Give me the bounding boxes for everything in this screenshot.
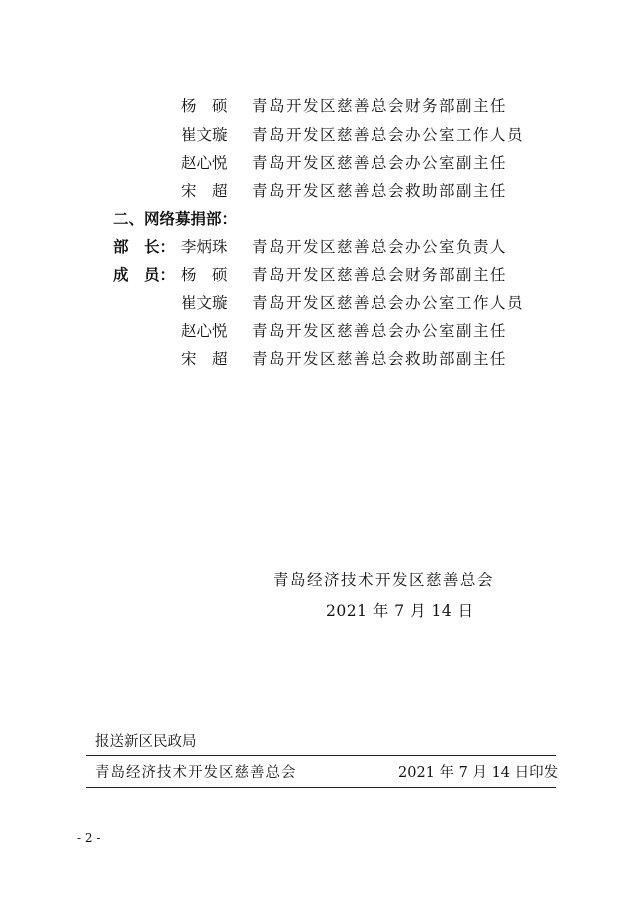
member-name: 杨 硕 — [181, 266, 228, 284]
member-name: 杨 硕 — [181, 97, 228, 115]
member-title: 青岛开发区慈善总会办公室副主任 — [252, 154, 508, 172]
member-name: 赵心悦 — [181, 322, 228, 340]
section-heading: 二、网络募捐部： — [113, 210, 238, 228]
issuer: 青岛经济技术开发区慈善总会 — [95, 765, 297, 781]
member-name: 崔文璇 — [181, 294, 228, 312]
signature-org: 青岛经济技术开发区慈善总会 — [273, 571, 495, 589]
signature-date: 2021 年 7 月 14 日 — [326, 602, 474, 620]
member-title: 青岛开发区慈善总会办公室工作人员 — [252, 126, 525, 144]
member-title: 青岛开发区慈善总会办公室工作人员 — [252, 294, 525, 312]
member-name: 赵心悦 — [181, 154, 228, 172]
member-title: 青岛开发区慈善总会财务部副主任 — [252, 266, 508, 284]
members-label: 成 员： — [113, 266, 176, 284]
head-name: 李炳珠 — [181, 238, 228, 256]
footer-rule-top — [86, 755, 556, 756]
member-name: 宋 超 — [181, 350, 228, 368]
member-title: 青岛开发区慈善总会救助部副主任 — [252, 350, 508, 368]
footer-rule-bottom — [86, 787, 556, 788]
page-number: - 2 - — [77, 831, 101, 845]
cc-line: 报送新区民政局 — [95, 734, 197, 750]
head-title: 青岛开发区慈善总会办公室负责人 — [252, 238, 508, 256]
issue-date: 2021 年 7 月 14 日印发 — [398, 765, 559, 781]
member-name: 崔文璇 — [181, 126, 228, 144]
member-name: 宋 超 — [181, 182, 228, 200]
head-label: 部 长： — [113, 238, 176, 256]
member-title: 青岛开发区慈善总会办公室副主任 — [252, 322, 508, 340]
member-title: 青岛开发区慈善总会救助部副主任 — [252, 182, 508, 200]
member-title: 青岛开发区慈善总会财务部副主任 — [252, 97, 508, 115]
